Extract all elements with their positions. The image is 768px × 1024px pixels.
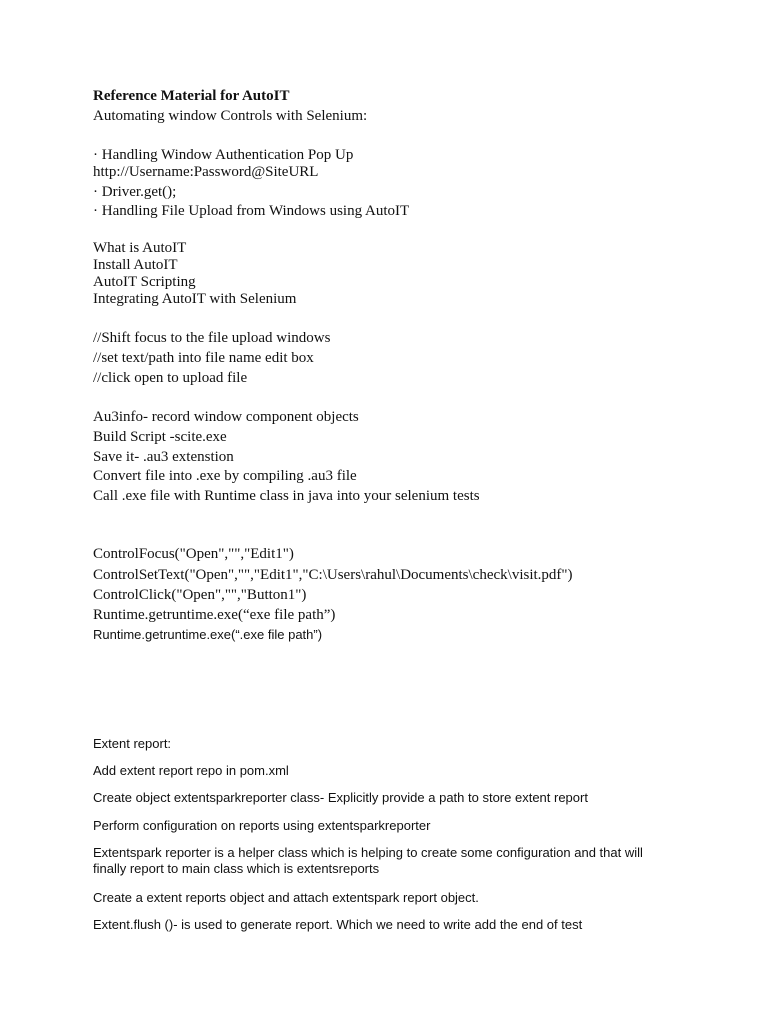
topic-line: AutoIT Scripting <box>93 274 196 290</box>
extent-line: Add extent report repo in pom.xml <box>93 763 289 778</box>
extent-line: Create object extentsparkreporter class- Explicitly provide a path to store extent report <box>93 790 588 805</box>
extent-line: Extent.flush ()- is used to generate report. Which we need to write add the end of test <box>93 917 583 932</box>
extent-line: Create a extent reports object and attach extentspark report object. <box>93 890 479 905</box>
topic-line: Integrating AutoIT with Selenium <box>93 291 297 307</box>
code-line: ControlClick("Open","","Button1") <box>93 587 307 603</box>
extent-line: Perform configuration on reports using extentsparkreporter <box>93 818 431 833</box>
code-line: Runtime.getruntime.exe(“.exe file path”) <box>93 627 323 642</box>
step-line: Call .exe file with Runtime class in java into your selenium tests <box>93 488 480 504</box>
code-line: ControlSetText("Open","","Edit1","C:\Users\rahul\Documents\check\visit.pdf") <box>93 567 573 583</box>
step-line: Build Script -scite.exe <box>93 429 227 445</box>
step-line: Convert file into .exe by compiling .au3 file <box>93 468 357 484</box>
code-line: ControlFocus("Open","","Edit1") <box>93 546 294 562</box>
step-line: Save it- .au3 extenstion <box>93 449 234 465</box>
code-line: Runtime.getruntime.exe(“exe file path”) <box>93 607 336 623</box>
document-subtitle: Automating window Controls with Selenium: <box>93 108 368 124</box>
document-title: Reference Material for AutoIT <box>93 88 290 104</box>
extent-heading: Extent report: <box>93 736 172 751</box>
comment-line: //Shift focus to the file upload windows <box>93 330 331 346</box>
step-line: Au3info- record window component objects <box>93 409 359 425</box>
comment-line: //click open to upload file <box>93 370 248 386</box>
extent-paragraph: Extentspark reporter is a helper class which is helping to create some configuration and that will finally report to main class which is extentsreports <box>93 845 643 876</box>
topic-line: Install AutoIT <box>93 257 178 273</box>
comment-line: //set text/path into file name edit box <box>93 350 314 366</box>
bullet-line: · Handling File Upload from Windows using AutoIT <box>93 203 410 219</box>
bullet-line: http://Username:Password@SiteURL <box>93 164 319 180</box>
topic-line: What is AutoIT <box>93 240 187 256</box>
bullet-line: · Handling Window Authentication Pop Up <box>93 147 354 163</box>
bullet-line: · Driver.get(); <box>93 184 177 200</box>
